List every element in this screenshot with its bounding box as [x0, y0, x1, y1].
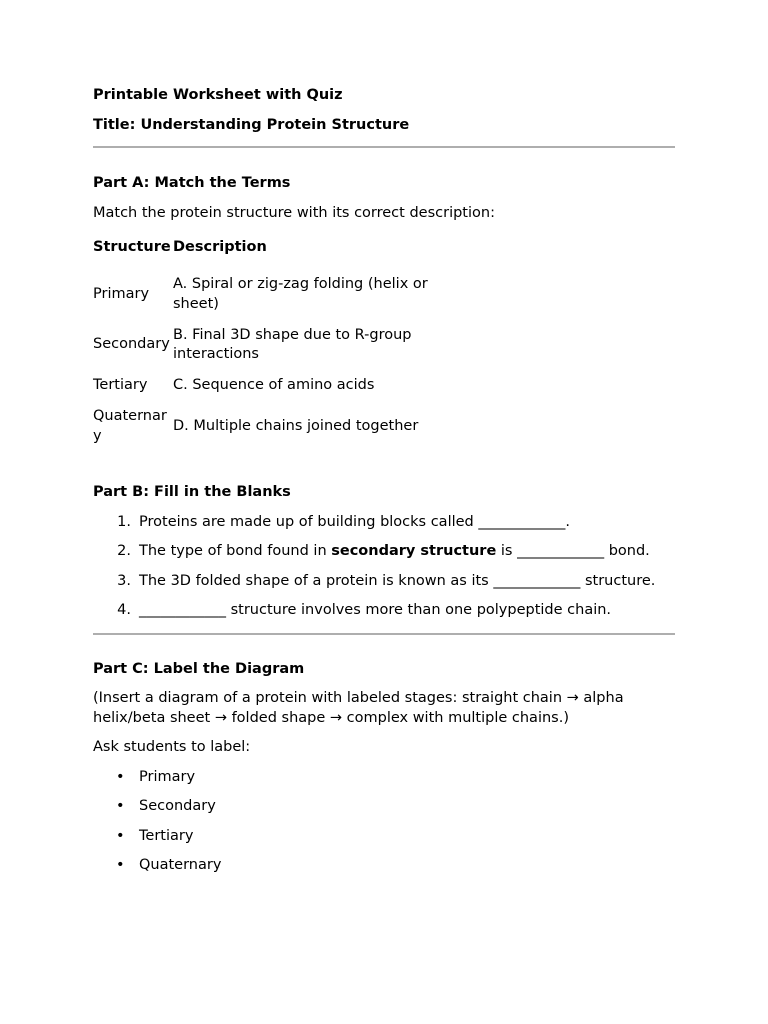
table-row — [93, 320, 463, 370]
worksheet-label: Printable Worksheet with Quiz — [93, 87, 343, 103]
table-row — [93, 269, 463, 320]
structure-cell: Primary — [93, 285, 150, 302]
structure-cell: Tertiary — [93, 376, 148, 393]
fill-in-list — [93, 513, 675, 621]
bullet-text: Tertiary — [139, 827, 194, 844]
table-row — [93, 370, 463, 401]
divider — [93, 146, 675, 148]
description-cell: D. Multiple chains joined together — [173, 417, 419, 434]
item-text-end: is ____________ bond. — [496, 543, 650, 559]
part-c-ask: Ask students to label: — [93, 739, 251, 755]
list-item — [93, 768, 675, 788]
bullet-icon: • — [116, 768, 125, 785]
item-text: Proteins are made up of building blocks called ____________. — [139, 513, 570, 530]
bullet-icon: • — [116, 798, 125, 814]
description-cell: A. Spiral or zig-zag folding (helix or sheet) — [173, 276, 428, 312]
divider — [93, 633, 675, 635]
item-text: The type of bond found in — [139, 543, 332, 559]
list-item — [93, 827, 675, 847]
worksheet-page — [93, 86, 675, 876]
list-item — [93, 601, 675, 621]
list-item — [93, 856, 675, 876]
structure-cell: Secondary — [93, 336, 170, 353]
list-item — [93, 542, 675, 562]
column-header-description: Description — [173, 238, 267, 255]
item-text: The 3D folded shape of a protein is known as its ____________ structure. — [139, 572, 656, 589]
item-number: 2. — [117, 543, 131, 559]
item-number: 3. — [117, 572, 131, 589]
list-item — [93, 572, 675, 592]
bullet-icon: • — [116, 857, 125, 873]
list-item — [93, 797, 675, 817]
description-cell: C. Sequence of amino acids — [173, 376, 375, 393]
list-item — [93, 513, 675, 533]
column-header-structure: Structure — [93, 238, 171, 255]
description-cell: B. Final 3D shape due to R-group interactions — [173, 326, 412, 362]
item-number: 4. — [117, 602, 131, 618]
match-table — [93, 226, 463, 452]
bullet-text: Quaternary — [139, 857, 222, 873]
bullet-text: Secondary — [139, 798, 216, 814]
part-c-note: (Insert a diagram of a protein with labeled stages: straight chain → alpha helix/beta sheet → folded shape → complex with multiple chains.) — [93, 690, 624, 726]
part-c-heading: Part C: Label the Diagram — [93, 660, 305, 677]
part-b-heading: Part B: Fill in the Blanks — [93, 484, 291, 500]
item-emphasis: secondary structure — [331, 543, 497, 559]
structure-cell: Quaternary — [93, 408, 167, 444]
table-row — [93, 401, 463, 452]
bullet-icon: • — [116, 827, 125, 844]
item-text: ____________ structure involves more than one polypeptide chain. — [139, 602, 612, 618]
part-a-heading: Part A: Match the Terms — [93, 175, 291, 191]
table-header-row — [93, 226, 463, 269]
bullet-text: Primary — [139, 768, 196, 785]
label-list — [93, 768, 675, 876]
worksheet-title: Title: Understanding Protein Structure — [93, 117, 410, 133]
item-number: 1. — [117, 513, 131, 530]
part-a-instruction: Match the protein structure with its correct description: — [93, 204, 495, 221]
